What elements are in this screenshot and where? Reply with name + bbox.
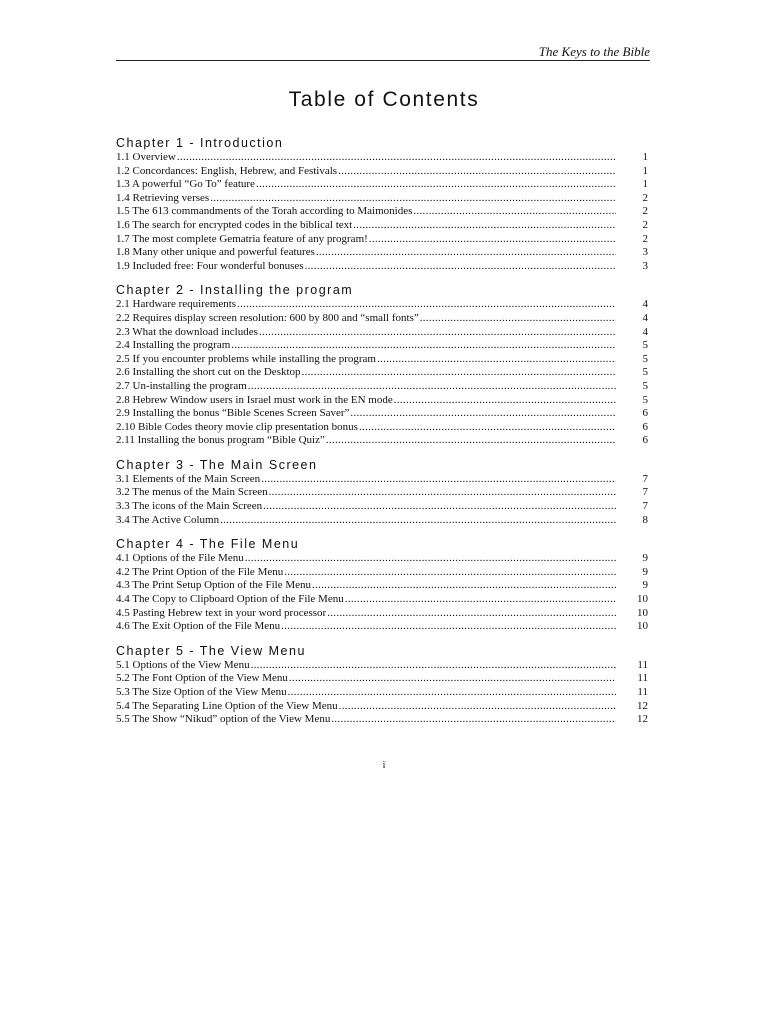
toc-entry[interactable] [116,566,650,580]
toc-entry-title: 2.9 Installing the bonus “Bible Scenes Screen Saver” [116,407,350,420]
toc-entry-page-number: 7 [642,486,648,499]
toc-entry-title: 2.5 If you encounter problems while installing the program [116,352,376,365]
chapter-title: Chapter 5 - The View Menu [116,643,306,658]
toc-entry-title: 5.3 The Size Option of the View Menu [116,686,287,698]
toc-entry[interactable] [116,380,650,394]
dot-leader [263,500,616,514]
toc-entry-title: 3.1 Elements of the Main Screen [116,472,261,485]
toc-entry-title: 2.8 Hebrew Window users in Israel must work in the EN mode [116,393,393,406]
toc-entry-page-number: 1 [642,151,648,163]
toc-entry-title: 2.1 Hardware requirements [116,298,237,311]
table-of-contents [116,130,650,736]
toc-entry[interactable] [116,607,650,621]
toc-entry-title: 1.7 The most complete Gematria feature of any program! [116,232,368,245]
toc-entry[interactable] [116,514,650,528]
toc-entry[interactable] [116,552,650,566]
dot-leader [331,713,616,727]
dot-leader [248,380,616,394]
header-rule [116,60,650,61]
toc-entry[interactable] [116,233,650,247]
chapter-section [116,536,650,634]
dot-leader [338,165,616,179]
toc-entry-page-number: 12 [637,699,648,712]
chapter-section [116,643,650,727]
toc-entry[interactable] [116,192,650,206]
toc-entry-page-number: 6 [642,420,648,433]
toc-entry-title: 2.6 Installing the short cut on the Desktop [116,366,301,379]
dot-leader [251,659,616,673]
toc-entry-page-number: 9 [642,579,648,592]
toc-entry[interactable] [116,473,650,487]
toc-entry-title: 2.2 Requires display screen resolution: 600 by 800 and “small fonts” [116,311,419,324]
toc-entry-title: 2.7 Un-installing the program [116,379,247,392]
dot-leader [256,178,616,192]
toc-entry-title: 4.6 The Exit Option of the File Menu [116,620,281,633]
page-number: i [382,760,386,771]
toc-entry[interactable] [116,620,650,634]
toc-entry-title: 1.2 Concordances: English, Hebrew, and Festivals [116,164,338,177]
dot-leader [327,607,616,621]
toc-entry-page-number: 3 [642,259,648,272]
toc-entry[interactable] [116,366,650,380]
dot-leader [231,339,616,353]
toc-entry-page-number: 4 [642,325,648,338]
toc-entry[interactable] [116,686,650,700]
toc-entry-page-number: 8 [642,513,648,526]
toc-entry[interactable] [116,593,650,607]
dot-leader [326,434,616,448]
toc-entry[interactable] [116,394,650,408]
toc-entry-page-number: 7 [642,500,648,513]
toc-entry-page-number: 9 [642,565,648,578]
page-title: Table of Contents [288,88,480,111]
toc-entry-page-number: 7 [642,472,648,485]
toc-entry-page-number: 3 [642,246,648,259]
dot-leader [302,366,616,380]
dot-leader [345,593,616,607]
toc-entry-page-number: 5 [642,352,648,365]
toc-entry-page-number: 11 [637,658,648,671]
toc-entry-title: 4.2 The Print Option of the File Menu [116,565,284,578]
chapter-section [116,135,650,273]
toc-entry-title: 1.4 Retrieving verses [116,191,210,204]
toc-entry-page-number: 2 [642,205,648,218]
toc-entry-title: 1.3 A powerful “Go To” feature [116,178,255,191]
toc-entry-title: 5.4 The Separating Line Option of the View Menu [116,699,338,712]
toc-entry-page-number: 11 [637,686,648,698]
toc-entry[interactable] [116,312,650,326]
dot-leader [245,552,616,566]
toc-entry[interactable] [116,205,650,219]
toc-entry-title: 3.3 The icons of the Main Screen [116,500,263,513]
toc-entry-title: 1.5 The 613 commandments of the Torah according to Maimonides [116,205,413,218]
dot-leader [359,421,616,435]
toc-entry-title: 3.4 The Active Column [116,513,220,526]
toc-entry-title: 4.4 The Copy to Clipboard Option of the File Menu [116,593,344,606]
chapter-section [116,282,650,448]
toc-entry-page-number: 5 [642,339,648,352]
toc-entry-page-number: 4 [642,311,648,324]
toc-entry-title: 4.1 Options of the File Menu [116,552,244,565]
dot-leader [377,353,616,367]
toc-entry-page-number: 10 [637,606,648,619]
toc-entry[interactable] [116,421,650,435]
toc-entry-page-number: 5 [642,366,648,379]
toc-entry-title: 1.8 Many other unique and powerful features [116,246,315,259]
toc-entry-title: 2.10 Bible Codes theory movie clip presentation bonus [116,420,358,433]
toc-entry[interactable] [116,486,650,500]
toc-entry-page-number: 10 [637,620,648,633]
dot-leader [339,700,616,714]
toc-entry-page-number: 11 [637,672,648,685]
toc-entry[interactable] [116,500,650,514]
dot-leader [289,672,616,686]
dot-leader [420,312,616,326]
toc-entry[interactable] [116,178,650,192]
toc-entry[interactable] [116,434,650,448]
dot-leader [316,246,616,260]
dot-leader [350,407,616,421]
dot-leader [312,579,616,593]
toc-entry[interactable] [116,353,650,367]
toc-entry[interactable] [116,326,650,340]
toc-entry-page-number: 2 [642,232,648,245]
dot-leader [220,514,616,528]
toc-entry[interactable] [116,700,650,714]
toc-entry-title: 3.2 The menus of the Main Screen [116,486,268,499]
dot-leader [305,260,616,274]
toc-entry-title: 5.2 The Font Option of the View Menu [116,672,288,685]
dot-leader [353,219,616,233]
toc-entry-title: 2.11 Installing the bonus program “Bible Quiz” [116,434,325,447]
toc-entry[interactable] [116,713,650,727]
toc-entry-page-number: 12 [637,713,648,726]
toc-entry[interactable] [116,298,650,312]
toc-entry[interactable] [116,219,650,233]
toc-entry[interactable] [116,165,650,179]
chapter-title: Chapter 1 - Introduction [116,136,284,150]
toc-entry-title: 1.6 The search for encrypted codes in the biblical text [116,218,353,231]
dot-leader [259,326,616,340]
running-header: The Keys to the Bible [538,44,650,59]
toc-entry-title: 1.9 Included free: Four wonderful bonuses [116,259,304,272]
toc-entry-page-number: 6 [642,434,648,447]
toc-entry-page-number: 6 [642,407,648,420]
dot-leader [284,566,616,580]
toc-entry[interactable] [116,339,650,353]
toc-entry-title: 5.5 The Show “Nikud” option of the View Menu [116,713,331,726]
toc-entry-title: 4.3 The Print Setup Option of the File Menu [116,579,312,592]
toc-entry-page-number: 2 [642,191,648,204]
dot-leader [269,486,616,500]
toc-entry-title: 2.3 What the download includes [116,325,258,338]
dot-leader [369,233,616,247]
dot-leader [281,620,616,634]
chapter-title: Chapter 2 - Installing the program [116,283,354,298]
toc-entry[interactable] [116,579,650,593]
dot-leader [237,298,616,312]
toc-entry-title: 4.5 Pasting Hebrew text in your word processor [116,606,327,619]
chapter-section [116,457,650,527]
toc-entry-page-number: 4 [642,298,648,311]
dot-leader [210,192,616,206]
dot-leader [177,151,616,165]
toc-entry[interactable] [116,260,650,274]
toc-entry[interactable] [116,672,650,686]
toc-entry[interactable] [116,246,650,260]
dot-leader [394,394,616,408]
chapter-title: Chapter 3 - The Main Screen [116,457,318,472]
toc-entry-page-number: 1 [642,164,648,177]
toc-entry-page-number: 9 [642,552,648,565]
toc-entry[interactable] [116,659,650,673]
toc-entry-page-number: 5 [642,379,648,392]
toc-entry-title: 1.1 Overview [116,151,176,163]
dot-leader [288,686,616,700]
toc-entry-title: 5.1 Options of the View Menu [116,658,250,671]
toc-entry-page-number: 2 [642,218,648,231]
toc-entry-title: 2.4 Installing the program [116,339,231,352]
toc-entry-page-number: 5 [642,393,648,406]
chapter-title: Chapter 4 - The File Menu [116,537,300,552]
toc-entry-page-number: 1 [642,178,648,191]
toc-entry-page-number: 10 [637,593,648,606]
toc-entry[interactable] [116,407,650,421]
toc-entry[interactable] [116,151,650,165]
dot-leader [413,205,616,219]
dot-leader [261,473,616,487]
